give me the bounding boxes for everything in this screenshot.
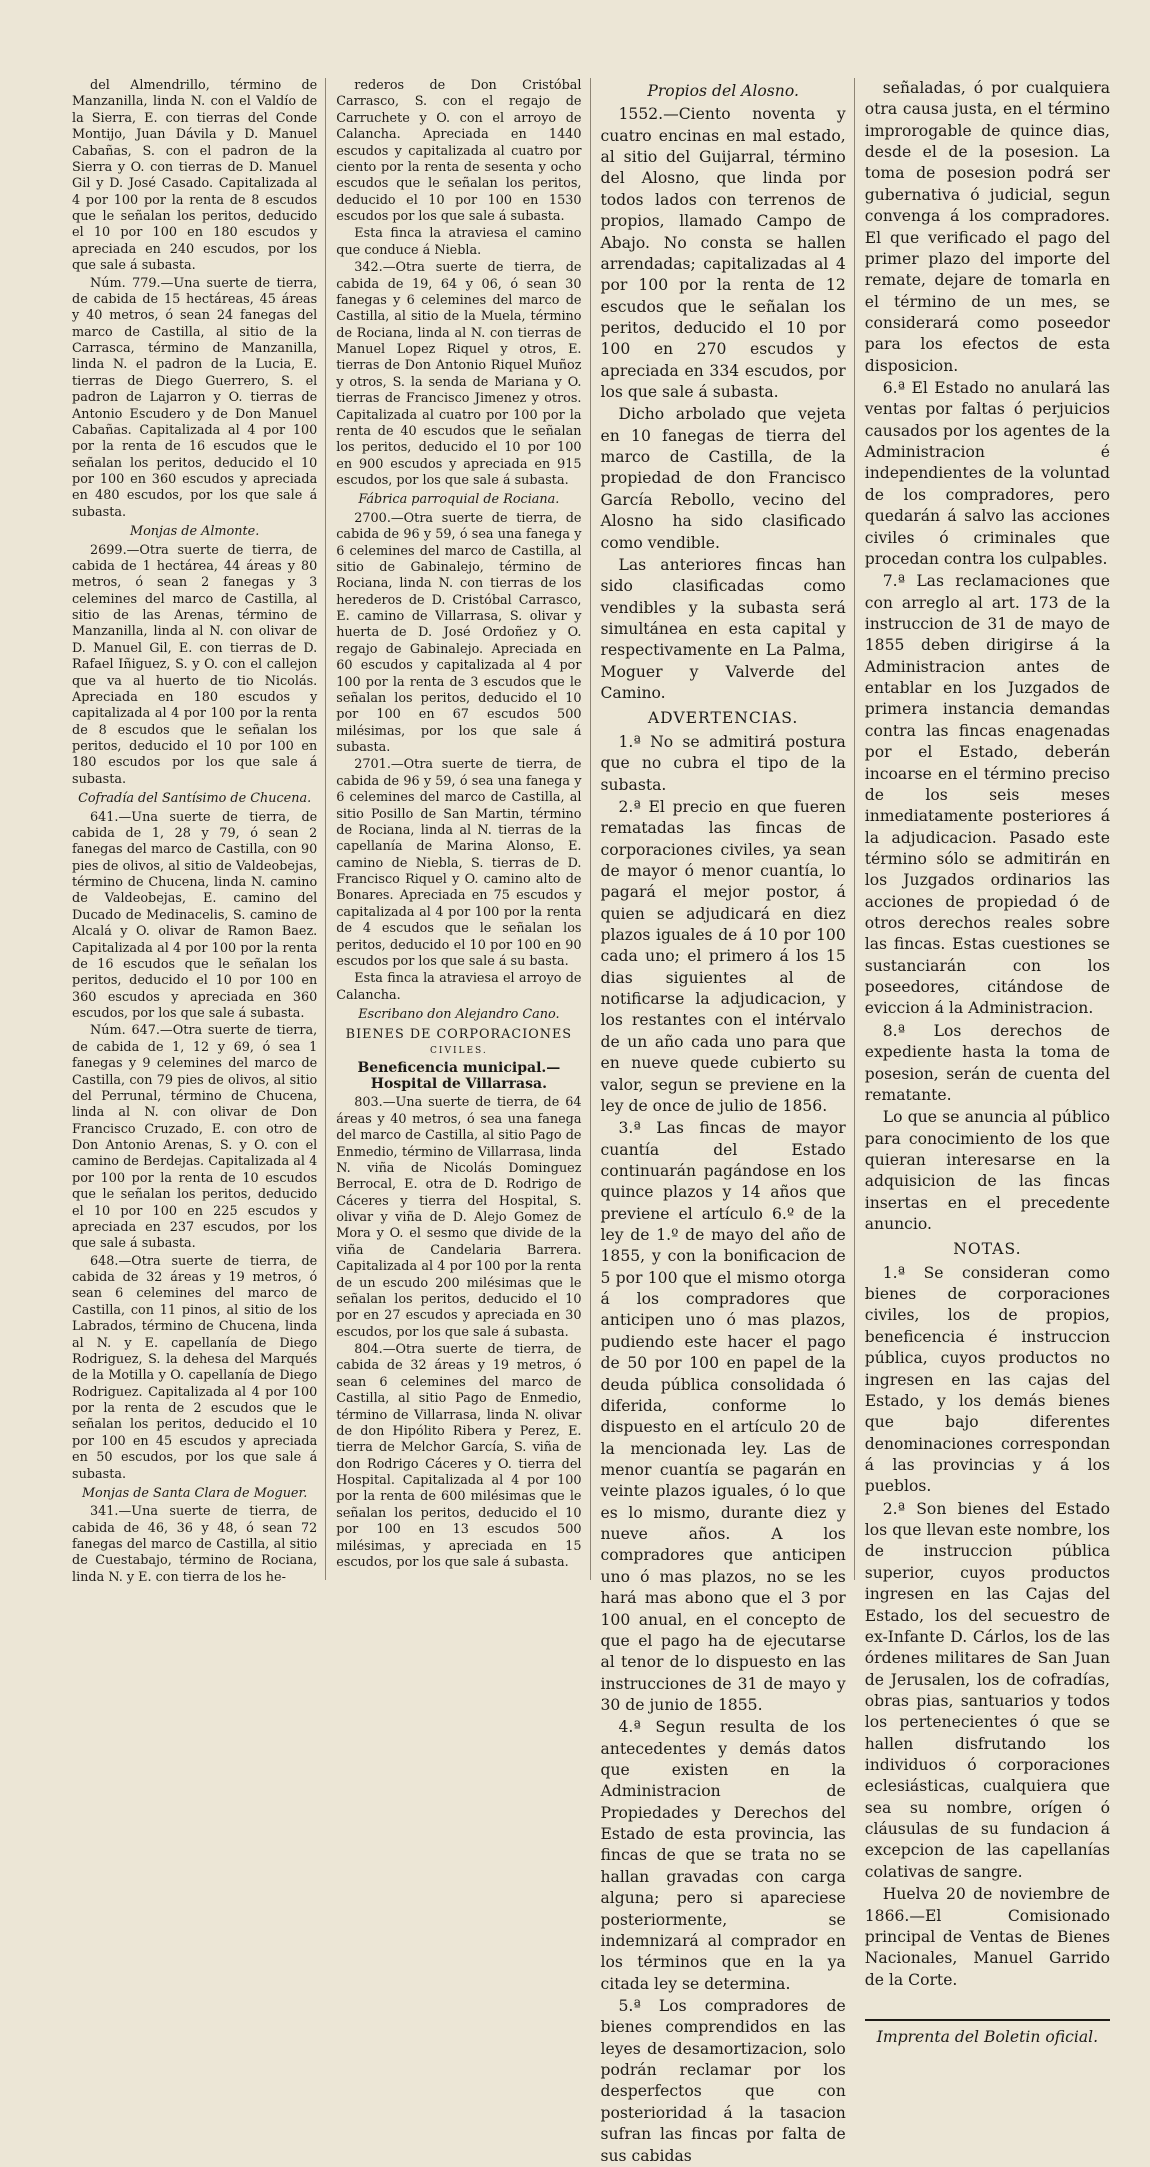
paragraph: 2699.—Otra suerte de tierra, de cabida de 1 hectárea, 44 áreas y 80 metros, ó sean 2 fanegas y 3 celemines del marco de Castilla, al sitio de las Arenas, término de Manzanilla, linda al N. con olivar de D. Manuel Gil, E. con tierras de D. Rafael Iñiguez, S. y O. con el callejon que va al huerto de tio Nicolás. Apreciada en 180 escudos y capitalizada al 4 por 100 por la renta de 8 escudos que le señalan los peritos, deducido el 10 por 100 en 180 escudos por los que sale á subasta. [72,542,318,787]
paragraph: rederos de Don Cristóbal Carrasco, S. con el regajo de Carruchete y O. con el arroyo de Calancha. Apreciada en 1440 escudos y capitalizada al cuatro por ciento por la renta de sesenta y ocho escudos que le señalan los peritos, deducido el 10 por 100 en 1530 escudos por los que sale á subasta. [336,78,582,224]
paragraph: 648.—Otra suerte de tierra, de cabida de 32 áreas y 19 metros, ó sean 6 celemines del marco de Castilla, con 11 pinos, al sitio de los Labrados, término de Chucena, linda al N. y E. capellanía de Diego Rodriguez, S. la dehesa del Marqués de la Motilla y O. capellanía de Diego Rodriguez. Capitalizada al 4 por 100 por la renta de 2 escudos que le señalan los peritos, deducido el 10 por 100 en 45 escudos y apreciada en 50 escudos, por los que sale á subasta. [72,1253,318,1482]
paragraph: 7.ª Las reclamaciones que con arreglo al art. 173 de la instruccion de 31 de mayo de 1855 deben dirigirse á la Administracion antes de entablar en los Juzgados de primera instancia demandas contra las fincas enagenadas por el Estado, deberán incoarse en el término preciso de los seis meses inmediatamente posteriores á la adjudicacion. Pasado este término sólo se admitirán en los Juzgados ordinarios las acciones de propiedad ó de otros derechos reales sobre las fincas. Estas cuestiones se sustanciarán con los poseedores, citándose de eviccion á la Administracion. [864,572,1110,1018]
paragraph: Esta finca la atraviesa el arroyo de Calancha. [336,971,582,1003]
paragraph: 5.ª Los compradores de bienes comprendidos en las leyes de desamortizacion, solo podrán reclamar por los desperfectos que con posterioridad á la tasacion sufran las fincas por falta de sus cabidas [600,1996,846,2165]
paragraph: 1552.—Ciento noventa y cuatro encinas en mal estado, al sitio del Guijarral, término del Alosno, que linda por todos lados con terrenos de propios, llamado Campo de Abajo. No consta se hallen arrendadas; capitalizadas al 4 por 100 por la renta de 12 escudos que le señalan los peritos, deducido el 10 por 100 en 270 escudos y apreciada en 334 escudos, por los que sale á subasta. [600,105,846,402]
section-heading: Monjas de Almonte. [129,524,260,540]
section-heading: Escribano don Alejandro Cano. [358,1007,560,1022]
section-heading: Cofradía del Santísimo de Chucena. [78,791,312,807]
paragraph: 341.—Una suerte de tierra, de cabida de 46, 36 y 48, ó sean 72 fanegas del marco de Castilla, al sitio de Cuestabajo, término de Rociana, linda N. y E. con tierra de los he- [72,1504,318,1585]
paragraph: 1.ª No se admitirá postura que no cubra el tipo de la subasta. [600,732,846,794]
paragraph: 2.ª El precio en que fueren rematadas las fincas de corporaciones civiles, ya sean de mayor ó menor cuantía, lo pagará el mejor postor, á quien se adjudicará en diez plazos iguales de á 10 por 100 cada uno; el primero á los 15 dias siguientes al de notificarse la adjudicacion, y los restantes con el intérvalo de un año cada uno para que en nueve quede cubierto su valor, segun se previene en la ley de once de julio de 1856. [600,797,846,1115]
paragraph: 803.—Una suerte de tierra, de 64 áreas y 40 metros, ó sea una fanega del marco de Castilla, al sitio Pago de Enmedio, término de Villarrasa, linda N. viña de Nicolás Dominguez Berrocal, E. otra de D. Rodrigo de Cáceres y tierra del Hospital, S. olivar y viña de D. Alejo Gomez de Mora y O. el sesmo que divide de la viña de Candelaria Barrera. Capitalizada al 4 por 100 por la renta de un escudo 200 milésimas que le señalan los peritos, deducido el 10 por en 27 escudos y apreciada en 30 escudos, por los que sale á subasta. [336,1095,582,1340]
section-heading: Monjas de Santa Clara de Moguer. [81,1485,308,1501]
paragraph: Lo que se anuncia al público para conocimiento de los que quieran interesarse en la adquisicion de las fincas insertas en el precedente anuncio. [864,1108,1110,1234]
paragraph: Esta finca la atraviesa el camino que conduce á Niebla. [336,226,582,258]
paragraph: 3.ª Las fincas de mayor cuantía del Estado continuarán pagándose en los quince plazos y 14 años que previene el artículo 6.º de la ley de 1.º de mayo del año de 1855, y con la bonificacion de 5 por 100 que el mismo otorga á los compradores que anticipen uno ó mas plazos, pudiendo este hacer el pago de 50 por 100 en papel de la deuda pública consolidada ó diferida, conforme lo dispuesto en el artículo 20 de la mencionada ley. Las de menor cuantía se pagarán en veinte plazos iguales, ó lo que es lo mismo, durante diez y nueve años. A los compradores que anticipen uno ó mas plazos, no se les hará mas abono que el 3 por 100 anual, en el concepto de que el pago ha de ejecutarse al tenor de lo dispuesto en las instrucciones de 31 de mayo y 30 de junio de 1855. [600,1119,846,1714]
paragraph: 342.—Otra suerte de tierra, de cabida de 19, 64 y 06, ó sean 30 fanegas y 6 celemines del marco de Castilla, al sitio de la Muela, término de Rociana, linda al N. con tierras de Manuel Lopez Riquel y otros, E. tierras de Don Antonio Riquel Muñoz y otros, S. la senda de Mariana y O. tierras de Francisco Jimenez y otros. Capitalizada al cuatro por 100 por la renta de 40 escudos que le señalan los peritos, deducido el 10 por 100 en 900 escudos y apreciada en 915 escudos, por los que sale á subasta. [336,260,582,488]
paragraph: 8.ª Los derechos de expediente hasta la toma de posesion, serán de cuenta del rematante. [864,1021,1110,1104]
paragraph: 804.—Otra suerte de tierra, de cabida de 32 áreas y 19 metros, ó sean 6 celemines del marco de Castilla, al sitio Pago de Enmedio, término de Villarrasa, linda N. olivar de don Hipólito Ribera y Perez, E. tierra de Melchor García, S. viña de don Rodrigo Cáceres y O. tierra del Hospital. Capitalizada al 4 por 100 por la renta de 600 milésimas que le señalan los peritos, deducido el 10 por 100 en 13 escudos 500 milésimas, y apreciada en 15 escudos, por los que sale á subasta. [336,1342,582,1570]
section-heading: Fábrica parroquial de Rociana. [358,492,560,508]
paragraph: 1.ª Se consideran como bienes de corporaciones civiles, los de propios, beneficencia é instruccion pública, cuyos productos no ingresen en las cajas del Estado, y los demás bienes que bajo diferentes denominaciones correspondan á las provincias y á los pueblos. [864,1263,1110,1496]
paragraph: Huelva 20 de noviembre de 1866.—El Comisionado principal de Ventas de Bienes Nacionales, Manuel Garrido de la Corte. [864,1885,1110,1989]
subsection-heading: Beneficencia municipal.—Hospital de Villarrasa. [357,1060,561,1093]
section-title: NOTAS. [953,1240,1022,1259]
section-heading: Propios del Alosno. [647,82,799,100]
paragraph: 6.ª El Estado no anulará las ventas por faltas ó perjuicios causados por los agentes de la Administracion é independientes de la voluntad de los compradores, pero quedarán á salvo las acciones civiles ó criminales que procedan contra los culpables. [864,379,1110,568]
printer-imprint: Imprenta del Boletin oficial. [865,2019,1110,2048]
column-1 [72,78,326,1585]
paragraph: 2.ª Son bienes del Estado los que llevan este nombre, los de instruccion pública superior, cuyos productos ingresen en las Cajas del Estado, los del secuestro de ex-Infante D. Cárlos, los de las órdenes militares de San Juan de Jerusalen, los de cofradías, obras pias, santuarios y todos los pertenecientes ó que se hallen disfrutando los individuos ó corporaciones eclesiásticas, cualquiera que sea su nombre, orígen ó cláusulas de su fundacion á excepcion de las capellanías colativas de sangre. [864,1499,1110,1881]
paragraph: Núm. 647.—Otra suerte de tierra, de cabida de 1, 12 y 69, ó sea 1 fanegas y 9 celemines del marco de Castilla, con 79 pies de olivos, al sitio del Perrunal, término de Chucena, linda al N. con olivar de Don Francisco Cruzado, E. con otro de Don Antonio Arenas, S. y O. con el camino de Berdejas. Capitalizada al 4 por 100 por la renta de 10 escudos que le señalan los peritos, deducido el 10 por 100 en 225 escudos y apreciada en 237 escudos, por los que sale á subasta. [72,1023,318,1252]
paragraph: señaladas, ó por cualquiera otra causa justa, en el término improrogable de quince dias, desde el de la posesion. La toma de posesion podrá ser gubernativa ó judicial, segun convenga á los compradores. El que verificado el pago del primer plazo del importe del remate, dejare de tomarla en el término de un mes, se considerará como poseedor para los efectos de esta disposicion. [864,79,1110,375]
paragraph: Las anteriores fincas han sido clasificadas como vendibles y la subasta será simultánea en esta capital y respectivamente en La Palma, Moguer y Valverde del Camino. [600,555,846,703]
paragraph: 4.ª Segun resulta de los antecedentes y demás datos que existen en la Administracion de Propiedades y Derechos del Estado de esta provincia, las fincas de que se trata no se hallan gravadas con carga alguna; pero si apareciese posteriormente, se indemnizará al comprador en los términos que en la ya citada ley se determina. [600,1718,846,1993]
paragraph: del Almendrillo, término de Manzanilla, linda N. con el Valdío de la Sierra, E. con tierras del Conde Montijo, Juan Dávila y D. Manuel Cabañas, S. con el padron de la Sierra y O. con tierras de D. Manuel Gil y D. José Casado. Capitalizada al 4 por 100 por la renta de 8 escudos que le señalan los peritos, deducido el 10 por 100 en 180 escudos y apreciada en 240 escudos, por los que sale á subasta. [72,78,318,274]
column-2 [336,78,590,1580]
column-4 [864,78,1110,2046]
paragraph: 2700.—Otra suerte de tierra, de cabida de 96 y 59, ó sea una fanega y 6 celemines del marco de Castilla, al sitio de Gabinalejo, término de Rociana, linda N. con tierras de los herederos de D. Cristóbal Carrasco, E. camino de Villarrasa, S. olivar y huerta de D. José Ordoñez y O. regajo de Gabinalejo. Apreciada en 60 escudos y capitalizada al 4 por 100 por la renta de 3 escudos que le señalan los peritos, deducido el 10 por 100 en 67 escudos 500 milésimas, por los que sale á subasta. [336,510,582,755]
section-subtitle: CIVILES. [430,1045,488,1056]
section-title: BIENES DE CORPORACIONES [345,1027,573,1043]
paragraph: 641.—Una suerte de tierra, de cabida de 1, 28 y 79, ó sean 2 fanegas del marco de Castilla, con 90 pies de olivos, al sitio de Valdeobejas, término de Chucena, linda N. camino de Valdeobejas, E. camino del Ducado de Medinacelis, S. camino de Alcalá y O. olivar de Ramon Baez. Capitalizada al 4 por 100 por la renta de 16 escudos que le señalan los peritos, deducido el 10 por 100 en 360 escudos y apreciada en 360 escudos, por los que sale á subasta. [72,809,318,1021]
paragraph: Núm. 779.—Una suerte de tierra, de cabida de 15 hectáreas, 45 áreas y 40 metros, ó sean 24 fanegas del marco de Castilla, al sitio de la Carrasca, término de Manzanilla, linda N. el padron de la Lucia, E. tierras de Diego Guerrero, S. el padron de Lajarron y O. tierras de Antonio Escudero y de Don Manuel Cabañas. Capitalizada al 4 por 100 por la renta de 16 escudos que le señalan los peritos, deducido el 10 por 100 en 360 escudos y apreciada en 480 escudos, por los que sale á subasta. [72,275,318,520]
section-title: ADVERTENCIAS. [647,709,799,728]
column-3 [600,78,855,2165]
paragraph: 2701.—Otra suerte de tierra, de cabida de 96 y 59, ó sea una fanega y 6 celemines del marco de Castilla, al sitio Posillo de San Martin, término de Rociana, linda al N. tierras de la capellanía de Marina Alonso, E. camino de Niebla, S. tierras de D. Francisco Riquel y O. camino alto de Bonares. Apreciada en 75 escudos y capitalizada al 4 por 100 por la renta de 4 escudos que le señalan los peritos, deducido el 10 por 100 en 90 escudos por los que sale á su basta. [336,757,582,969]
paragraph: Dicho arbolado que vejeta en 10 fanegas de tierra del marco de Castilla, de la propiedad de don Francisco García Rebollo, vecino del Alosno ha sido clasificado como vendible. [600,405,846,552]
